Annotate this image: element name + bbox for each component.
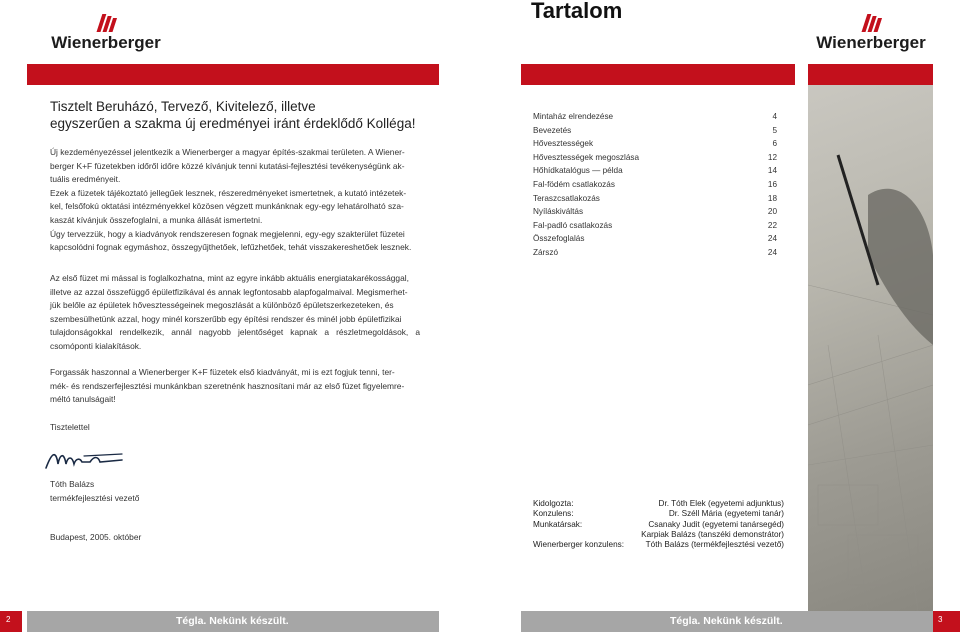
toc-entry[interactable]: Hővesztességek megoszlása 12	[533, 152, 777, 162]
page-number-right: 3	[933, 611, 960, 632]
toc-entry[interactable]: Nyíláskiváltás 20	[533, 207, 777, 217]
text-line: Úgy tervezzük, hogy a kiadványok rendszeresen fognak megjelenni, egy-egy szakterület füzetei	[50, 228, 405, 239]
greeting	[50, 98, 430, 132]
text-line: méltó tanulságait!	[50, 394, 116, 405]
text-line: kaszát kívánjuk összefoglalni, a munka állását ismertetni.	[50, 214, 263, 225]
text-line: berger K+F füzetekben időről időre közzé kívánjuk tenni kutatási-fejlesztési tevékenységünk ak-	[50, 160, 405, 171]
text-line: kapcsolódni fognak egymáshoz, összegyűjthetőek, lefűzhetőek, tehát visszakereshetőek lesznek.	[50, 242, 412, 253]
place-date: Budapest, 2005. október	[50, 532, 142, 542]
text-line: Az első füzet mi mással is foglalkozhatna, mint az egyre inkább aktuális energiatakarékossággal,	[50, 273, 409, 283]
credit-row: Karpiak Balázs (tanszéki demonstrátor)	[641, 529, 784, 539]
page-title: Tartalom	[531, 0, 623, 23]
text-line: mék- és rendszerfejlesztési munkánkban szeretnénk hasznosítani már az első füzet figyelemre-	[50, 380, 405, 391]
toc-entry[interactable]: Fal-födém csatlakozás 16	[533, 179, 777, 189]
table-of-contents	[533, 110, 777, 260]
first-booklet-paragraph	[50, 272, 420, 354]
page-number-left: 2	[0, 611, 22, 632]
toc-entry[interactable]: Mintaház elrendezése 4	[533, 112, 777, 121]
credits-block	[533, 499, 784, 550]
text-line: szembesülhetünk azzal, hogy minél korszerűbb egy építési rendszer és minél jobb épületfizikai	[50, 313, 402, 324]
signature-image	[44, 448, 124, 472]
toc-entry[interactable]: Hővesztességek 6	[533, 139, 777, 149]
toc-entry[interactable]: Összefoglalás 24	[533, 234, 777, 244]
text-line: kel, felsőfokú oktatási intézményekkel közösen végzett munkánknak egy-egy lehatárolható sza-	[50, 201, 404, 212]
header-red-bar-photo	[808, 64, 933, 85]
toc-entry[interactable]: Bevezetés 5	[533, 125, 777, 135]
toc-entry[interactable]: Fal-padló csatlakozás 22	[533, 220, 777, 230]
toc-entry[interactable]: Hőhídkatalógus — példa 14	[533, 166, 777, 176]
header-red-bar-left	[27, 64, 439, 85]
drafting-photo	[808, 85, 933, 611]
credit-row: Wienerberger konzulens: Tóth Balázs (termékfejlesztési vezető)	[533, 540, 784, 550]
text-line: tulajdonságokkal rendelkezik, annál nagyobb jelentőséget kapnak a részletmegoldások, a csomóponti kialakítások.	[50, 327, 420, 351]
greeting-line-1: Tisztelt Beruházó, Tervező, Kivitelező, illetve	[50, 99, 316, 114]
text-line: illetve az azzal összefüggő épületfizikával és annak legfontosabb alapfogalmaival. Megismerhet-	[50, 286, 408, 297]
text-line: tuális eredményeit.	[50, 174, 121, 185]
drafting-illustration	[808, 85, 933, 611]
text-line: Új kezdeményezéssel jelentkezik a Wienerberger a magyar építés-szakmai területen. A Wiener-	[50, 147, 405, 157]
logo-wordmark: Wienerberger	[51, 33, 161, 52]
toc-entry[interactable]: Zárszó 24	[533, 247, 777, 257]
signer-name: Tóth Balázs	[50, 479, 95, 489]
intro-paragraph	[50, 146, 420, 255]
footer-slogan-left: Tégla. Nekünk készült.	[176, 615, 289, 627]
header-red-bar-right	[521, 64, 795, 85]
closing-paragraph	[50, 366, 420, 407]
toc-entry[interactable]: Teraszcsatlakozás 18	[533, 193, 777, 203]
text-line: jük belőle az épületek hővesztességeinek megoszlását a különböző épületszerkezeteken, és	[50, 300, 394, 311]
credit-row: Munkatársak: Csanaky Judit (egyetemi tanársegéd)	[533, 519, 784, 529]
credit-row: Kidolgozta: Dr. Tóth Elek (egyetemi adjunktus)	[533, 499, 784, 508]
wienerberger-logo-right	[815, 12, 927, 52]
text-line: Forgassák haszonnal a Wienerberger K+F füzetek első kiadványát, mi is ezt fogjuk tenni, ter-	[50, 367, 395, 377]
credit-row: Konzulens: Dr. Széll Mária (egyetemi tanár)	[533, 509, 784, 519]
wienerberger-logo-left	[50, 12, 162, 52]
greeting-line-2: egyszerűen a szakma új eredményei iránt érdeklődő Kolléga!	[50, 116, 416, 131]
brick-logo-icon	[94, 12, 118, 34]
signer-title: termékfejlesztési vezető	[50, 492, 140, 503]
signer-block	[50, 478, 139, 505]
text-line: Ezek a füzetek tájékoztató jellegűek lesznek, részeredményeket ismertetnek, a kutató intézetek-	[50, 187, 407, 198]
footer-slogan-right: Tégla. Nekünk készült.	[670, 615, 783, 627]
brick-logo-icon	[859, 12, 883, 34]
closing-salutation: Tisztelettel	[50, 422, 90, 432]
logo-wordmark: Wienerberger	[816, 33, 926, 52]
